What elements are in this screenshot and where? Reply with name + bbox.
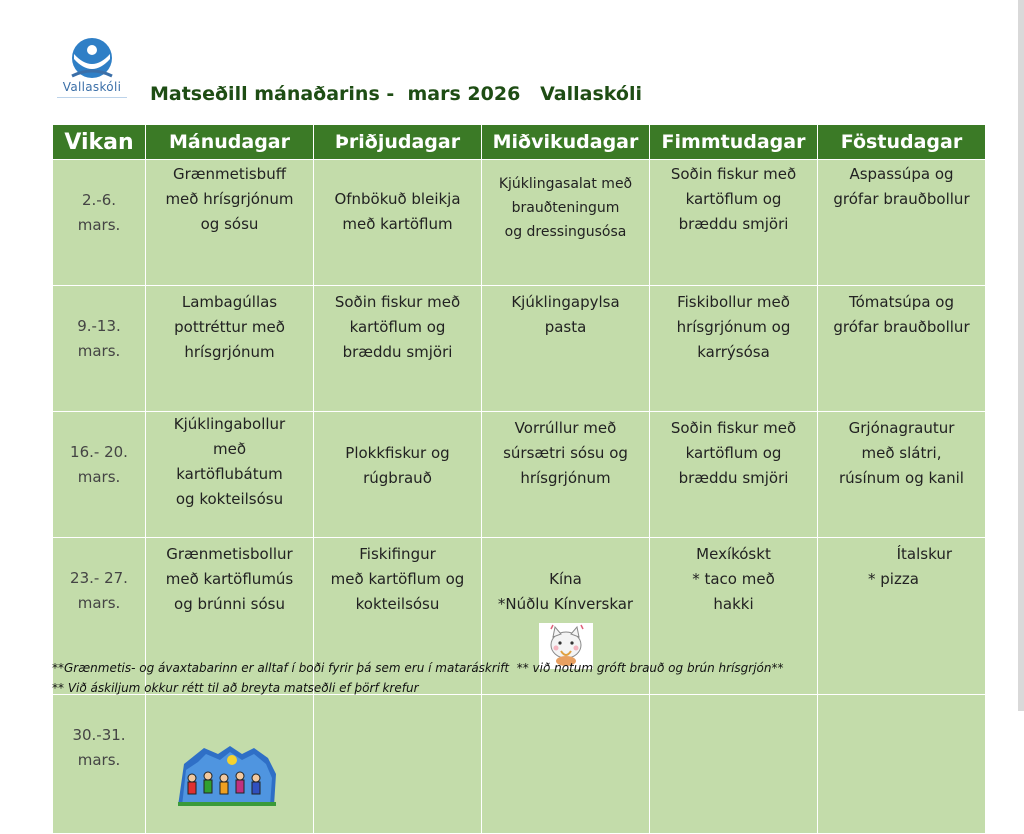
header-row [53,125,986,160]
menu-cell: Grjónagrautur með slátri, rúsínum og kanil [818,412,986,538]
week-date: 23.- 27. mars. [53,538,146,695]
header-tuesday: Þriðjudagar [314,125,482,160]
children-group-icon [174,744,280,808]
menu-cell: Fiskifingur með kartöflum og kokteilsósu [314,538,482,695]
menu-cell: Soðin fiskur með kartöflum og bræddu smjöri [650,412,818,538]
header-thursday: Fimmtudagar [650,125,818,160]
menu-cell-special: Ítalskur * pizza [818,538,986,695]
menu-cell: Kjúklingapylsa pasta [482,286,650,412]
menu-cell: Fiskibollur með hrísgrjónum og karrýsósa [650,286,818,412]
footnote: **Grænmetis- og ávaxtabarinn er alltaf í boði fyrir þá sem eru í mataráskrift ** við notum gróft brauð og brún hrísgrjón** [52,661,784,675]
week-date: 30.-31. mars. [53,695,146,834]
footnote: ** Við áskiljum okkur rétt til að breyta matseðli ef þörf krefur [52,681,419,695]
menu-cell [482,695,650,834]
menu-cell: Kjúklingasalat með brauðteningum og dressingusósa [482,160,650,286]
page-edge [1018,0,1024,711]
page-title: Matseðill mánaðarins - mars 2026 Vallaskóli [150,83,642,105]
menu-cell: Soðin fiskur með kartöflum og bræddu smjöri [314,286,482,412]
header-wednesday: Miðvikudagar [482,125,650,160]
menu-table [52,124,986,834]
menu-cell: Vorrúllur með súrsætri sósu og hrísgrjónum [482,412,650,538]
table-row [53,412,986,538]
menu-cell [818,695,986,834]
menu-cell: Grænmetisbuff með hrísgrjónum og sósu [146,160,314,286]
logo-underline [57,97,127,98]
week-date: 9.-13. mars. [53,286,146,412]
header-friday: Föstudagar [818,125,986,160]
menu-cell: Soðin fiskur með kartöflum og bræddu smjöri [650,160,818,286]
menu-cell: Plokkfiskur og rúgbrauð [314,412,482,538]
menu-cell: Kjúklingabollur með kartöflubátum og kokteilsósu [146,412,314,538]
menu-cell: Tómatsúpa og grófar brauðbollur [818,286,986,412]
menu-cell: Aspassúpa og grófar brauðbollur [818,160,986,286]
header-vikan: Vikan [53,125,146,160]
menu-cell: Ofnbökuð bleikja með kartöflum [314,160,482,286]
week-date: 2.-6. mars. [53,160,146,286]
table-row [53,286,986,412]
table-row [53,695,986,834]
menu-cell-special: Mexíkóskt * taco með hakki [650,538,818,695]
menu-cell [146,695,314,834]
menu-cell: Lambagúllas pottréttur með hrísgrjónum [146,286,314,412]
menu-cell: Grænmetisbollur með kartöflumús og brúnni sósu [146,538,314,695]
menu-cell [650,695,818,834]
header-monday: Mánudagar [146,125,314,160]
special-text: Kína *Núðlu Kínverskar [497,570,634,613]
table-row [53,160,986,286]
menu-cell [314,695,482,834]
logo-text: Vallaskóli [62,80,122,94]
week-date: 16.- 20. mars. [53,412,146,538]
